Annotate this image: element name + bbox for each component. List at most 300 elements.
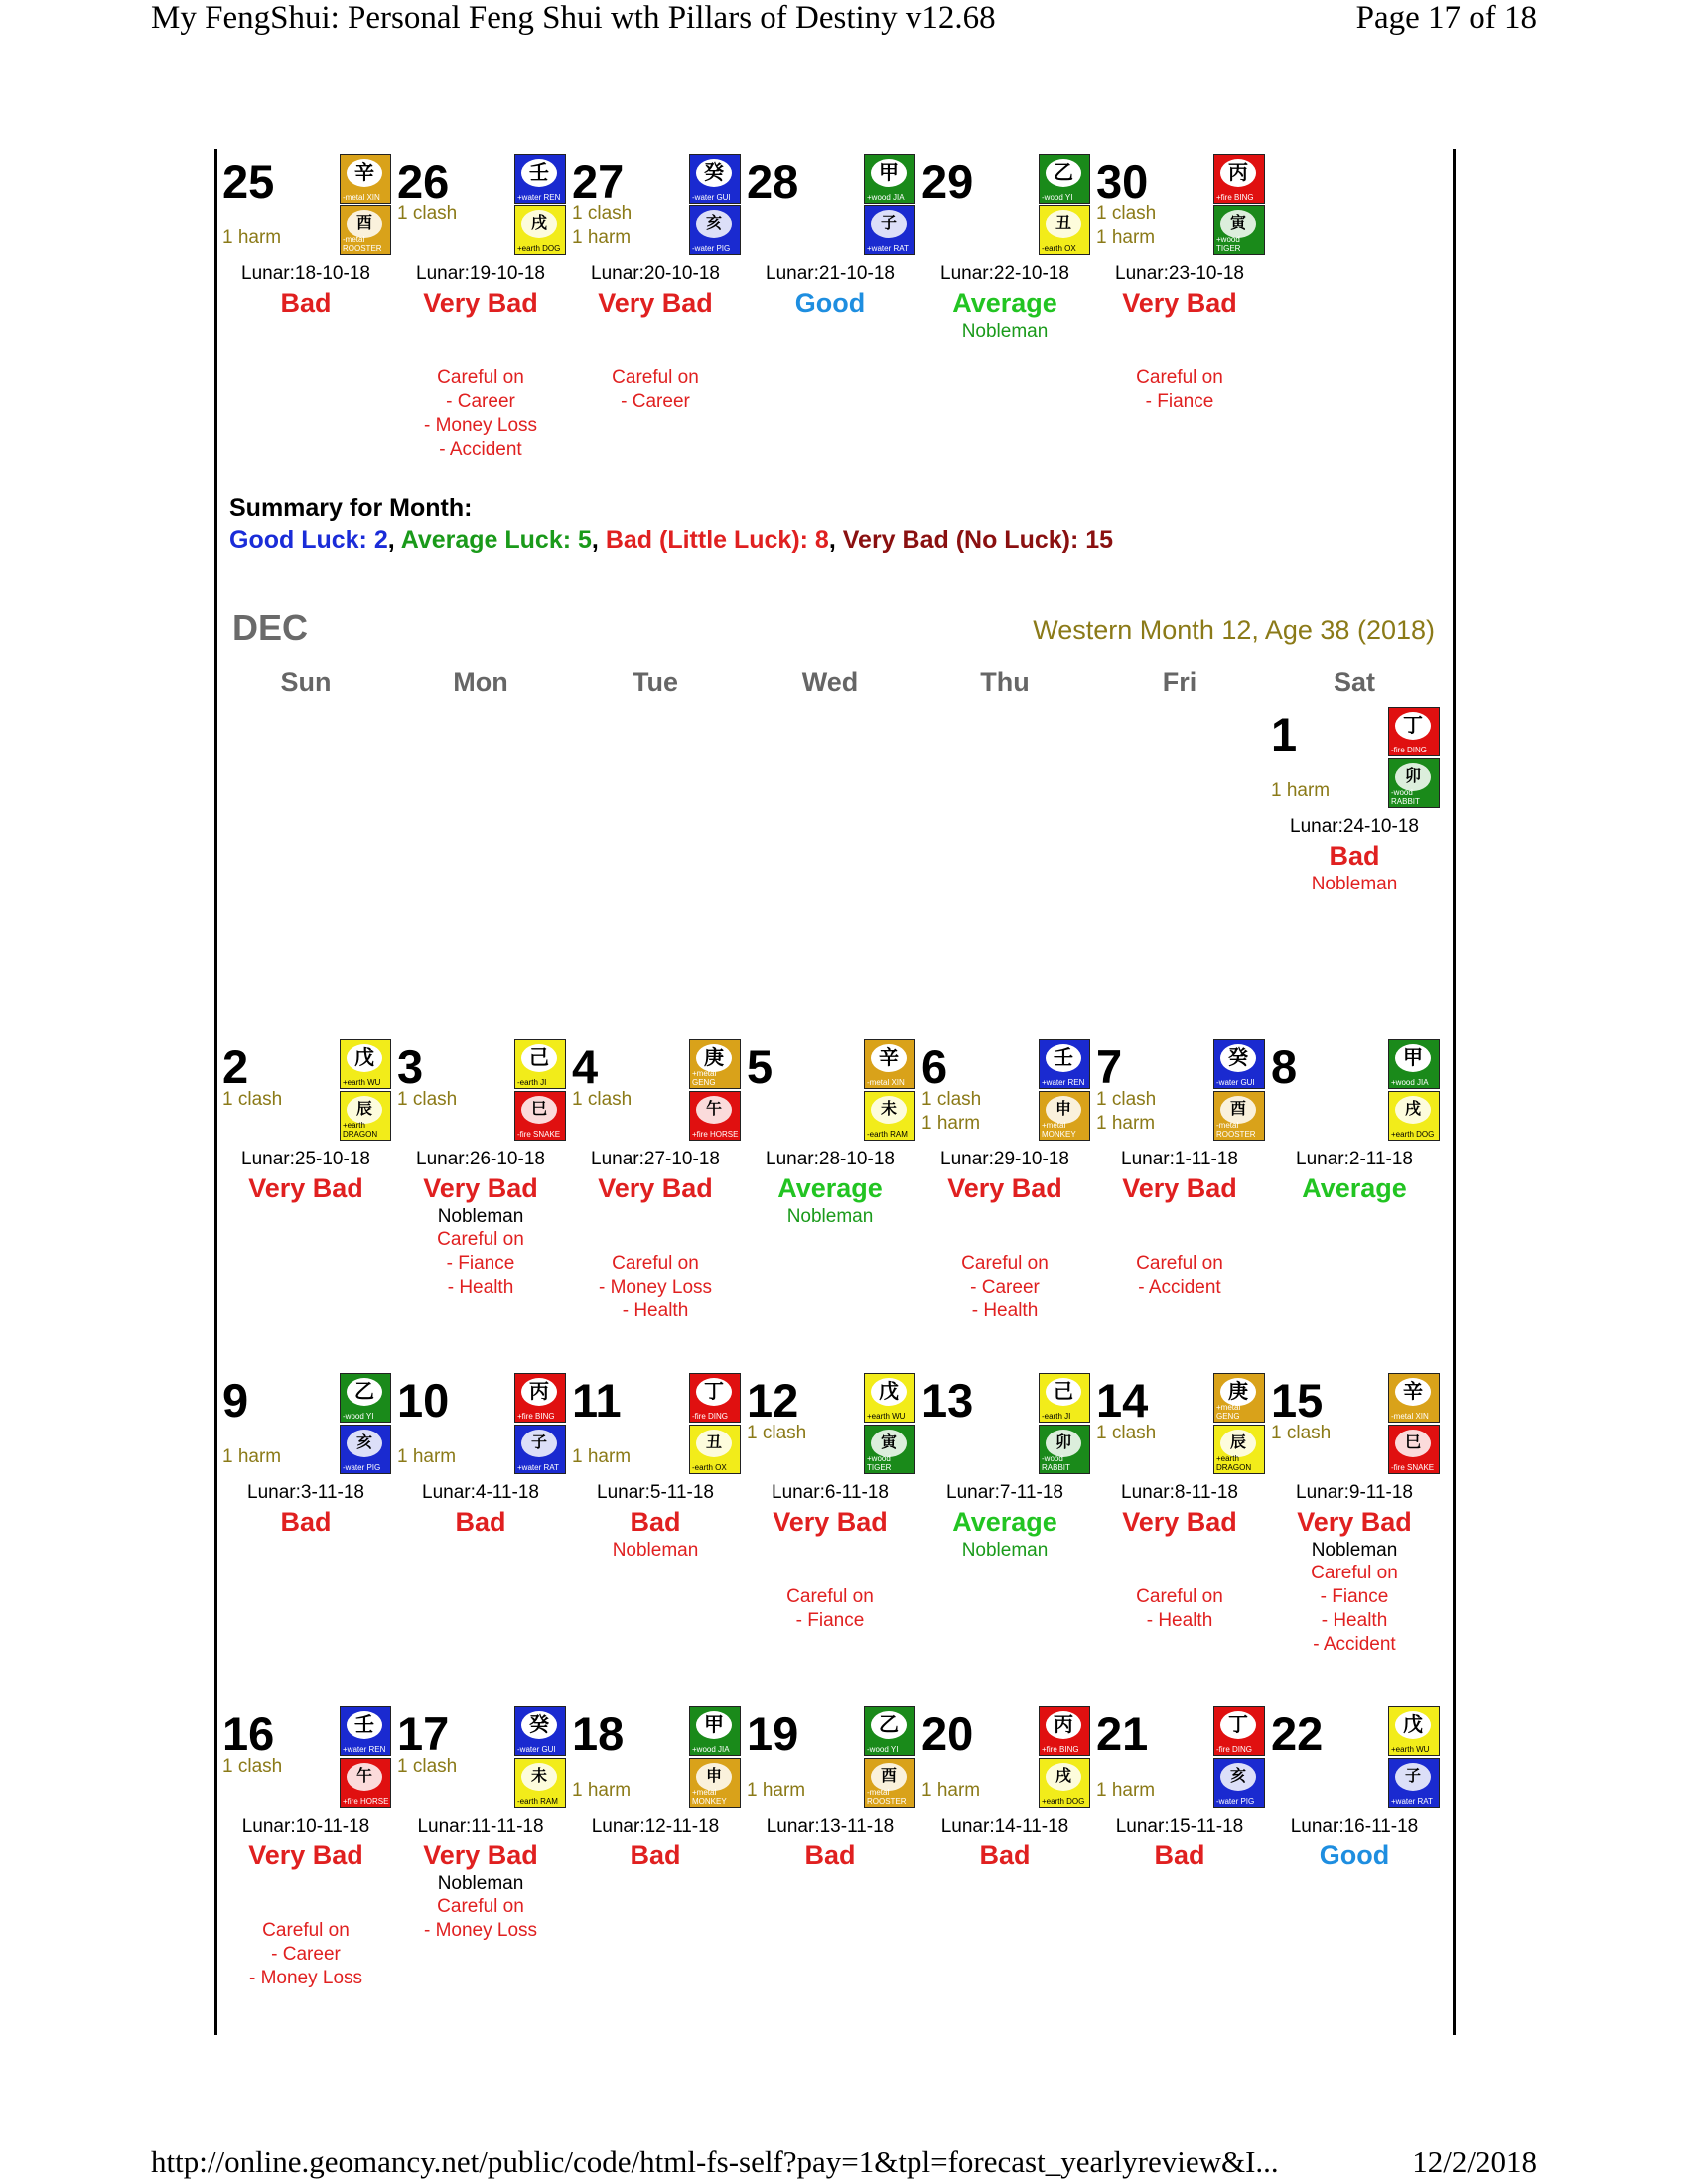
- branch-label: +water RAT: [1391, 1797, 1433, 1806]
- heavenly-stem-icon: [340, 1039, 391, 1089]
- annotation-harm: 1 harm: [1271, 780, 1331, 801]
- stem-label: +water REN: [517, 193, 561, 202]
- annotation-harm: 1 harm: [572, 1446, 632, 1467]
- day-cell-4: [568, 1039, 743, 1337]
- lunar-date: Lunar:3-11-18: [247, 1482, 364, 1503]
- branch-glyph: 寅: [1220, 210, 1256, 238]
- stem-label: -metal XIN: [343, 193, 380, 202]
- day-cell-3: [393, 1039, 568, 1337]
- heavenly-stem-icon: [1039, 1039, 1090, 1089]
- earthly-branch-icon: [514, 1425, 566, 1474]
- day-number: 5: [747, 1040, 774, 1093]
- stem-label: +earth WU: [867, 1412, 906, 1421]
- day-pillar-icon: [514, 1373, 566, 1476]
- day-number: 27: [572, 155, 625, 207]
- careful-note: - Money Loss: [598, 1277, 713, 1297]
- earthly-branch-icon: [864, 1425, 915, 1474]
- branch-glyph: 申: [1046, 1096, 1081, 1124]
- careful-note: Careful on: [262, 1920, 350, 1941]
- stem-glyph: 己: [521, 1044, 557, 1072]
- nobleman-note: Nobleman: [786, 1206, 874, 1227]
- nobleman-note: Nobleman: [437, 1206, 524, 1227]
- day-cell-5: [743, 1039, 917, 1337]
- earthly-branch-icon: [514, 1758, 566, 1808]
- day-number: 13: [921, 1374, 974, 1427]
- lunar-date: Lunar:29-10-18: [940, 1149, 1069, 1169]
- day-pillar-icon: [689, 1039, 741, 1143]
- day-number: 11: [572, 1374, 622, 1427]
- heavenly-stem-icon: [1388, 1706, 1440, 1756]
- lunar-date: Lunar:23-10-18: [1115, 263, 1244, 284]
- branch-label: +earth DRAGON: [1216, 1454, 1252, 1472]
- day-number: 4: [572, 1040, 599, 1093]
- careful-note: - Health: [622, 1300, 689, 1321]
- nobleman-note: Nobleman: [612, 1540, 699, 1561]
- day-pillar-icon: [689, 154, 741, 257]
- careful-note: Careful on: [1311, 1563, 1398, 1583]
- stem-label: +water REN: [343, 1745, 386, 1754]
- stem-label: -metal XIN: [867, 1078, 905, 1087]
- stem-label: +fire BING: [1216, 193, 1254, 202]
- careful-note: - Accident: [1138, 1277, 1221, 1297]
- day-pillar-icon: [864, 1706, 915, 1810]
- earthly-branch-icon: [1388, 1425, 1440, 1474]
- day-cell-6: [917, 1039, 1092, 1337]
- day-cell-29: [917, 154, 1092, 452]
- lunar-date: Lunar:14-11-18: [940, 1816, 1069, 1837]
- branch-glyph: 寅: [871, 1430, 907, 1457]
- day-rating: Good: [794, 288, 866, 318]
- careful-note: Careful on: [612, 1253, 699, 1274]
- day-rating: Bad: [280, 288, 332, 318]
- branch-glyph: 亥: [696, 210, 732, 238]
- stem-glyph: 乙: [347, 1378, 382, 1406]
- day-rating: Very Bad: [598, 288, 713, 318]
- day-pillar-icon: [1213, 1706, 1265, 1810]
- annotation-harm: 1 harm: [921, 1780, 981, 1801]
- very-bad-luck-count: Very Bad (No Luck): 15: [842, 526, 1114, 554]
- day-pillar-icon: [340, 1039, 391, 1143]
- day-cell-7: [1092, 1039, 1267, 1337]
- separator: ,: [387, 526, 401, 554]
- day-number: 29: [921, 155, 974, 207]
- stem-glyph: 甲: [871, 159, 907, 187]
- day-pillar-icon: [340, 154, 391, 257]
- branch-label: -metal ROOSTER: [343, 235, 382, 253]
- bad-luck-count: Bad (Little Luck): 8: [605, 526, 829, 554]
- source-url[interactable]: http://online.geomancy.net/public/code/html-fs-self?pay=1&tpl=forecast_yearlyreview&I...: [151, 2144, 1279, 2179]
- careful-note: Careful on: [1136, 1586, 1223, 1607]
- stem-glyph: 辛: [347, 159, 382, 187]
- careful-note: - Fiance: [446, 1253, 515, 1274]
- day-number: 19: [747, 1707, 799, 1760]
- heavenly-stem-icon: [689, 1039, 741, 1089]
- lunar-date: Lunar:7-11-18: [946, 1482, 1063, 1503]
- careful-note: - Career: [970, 1277, 1040, 1297]
- branch-glyph: 戌: [1046, 1763, 1081, 1791]
- stem-glyph: 丙: [521, 1378, 557, 1406]
- day-number: 26: [397, 155, 450, 207]
- careful-note: - Accident: [439, 439, 522, 460]
- branch-glyph: 戌: [1395, 1096, 1431, 1124]
- day-rating: Very Bad: [423, 1173, 538, 1203]
- stem-glyph: 壬: [347, 1711, 382, 1739]
- earthly-branch-icon: [340, 205, 391, 255]
- day-rating: Very Bad: [1297, 1507, 1412, 1537]
- lunar-date: Lunar:15-11-18: [1115, 1816, 1244, 1837]
- day-cell-21: [1092, 1706, 1267, 2004]
- day-rating: Bad: [455, 1507, 506, 1537]
- annotation-harm: 1 harm: [1096, 227, 1156, 248]
- lunar-date: Lunar:28-10-18: [766, 1149, 895, 1169]
- day-cell-12: [743, 1373, 917, 1671]
- stem-glyph: 庚: [696, 1044, 732, 1072]
- heavenly-stem-icon: [864, 1039, 915, 1089]
- day-number: 17: [397, 1707, 450, 1760]
- annotation-clash: 1 clash: [397, 204, 458, 224]
- branch-glyph: 子: [521, 1430, 557, 1457]
- nobleman-note: Nobleman: [1311, 874, 1398, 894]
- lunar-date: Lunar:4-11-18: [422, 1482, 539, 1503]
- heavenly-stem-icon: [1388, 1039, 1440, 1089]
- stem-glyph: 戊: [1395, 1711, 1431, 1739]
- day-rating: Good: [1319, 1841, 1390, 1870]
- earthly-branch-icon: [689, 1091, 741, 1141]
- heavenly-stem-icon: [1213, 1706, 1265, 1756]
- heavenly-stem-icon: [340, 154, 391, 204]
- branch-glyph: 戌: [521, 210, 557, 238]
- day-number: 18: [572, 1707, 625, 1760]
- day-cell-27: [568, 154, 743, 452]
- careful-note: - Health: [1146, 1610, 1213, 1631]
- day-number: 6: [921, 1040, 948, 1093]
- annotation-clash: 1 clash: [921, 1089, 982, 1110]
- heavenly-stem-icon: [514, 1039, 566, 1089]
- branch-label: -earth OX: [1042, 244, 1076, 253]
- stem-glyph: 丁: [1395, 712, 1431, 740]
- day-pillar-icon: [514, 1706, 566, 1810]
- day-cell-22: [1267, 1706, 1442, 2004]
- day-number: 2: [222, 1040, 249, 1093]
- day-pillar-icon: [340, 1706, 391, 1810]
- annotation-harm: 1 harm: [1096, 1780, 1156, 1801]
- day-pillar-icon: [1213, 1373, 1265, 1476]
- day-rating: Very Bad: [248, 1173, 363, 1203]
- stem-label: -fire DING: [692, 1412, 728, 1421]
- day-rating: Very Bad: [1122, 288, 1237, 318]
- lunar-date: Lunar:11-11-18: [417, 1816, 544, 1837]
- stem-glyph: 己: [1046, 1378, 1081, 1406]
- branch-label: -fire SNAKE: [1391, 1463, 1435, 1472]
- earthly-branch-icon: [864, 1091, 915, 1141]
- heavenly-stem-icon: [1039, 1706, 1090, 1756]
- day-rating: Very Bad: [1122, 1507, 1237, 1537]
- earthly-branch-icon: [514, 1091, 566, 1141]
- heavenly-stem-icon: [864, 154, 915, 204]
- branch-label: -metal ROOSTER: [867, 1788, 907, 1806]
- branch-label: +wood TIGER: [867, 1454, 892, 1472]
- lunar-date: Lunar:25-10-18: [241, 1149, 370, 1169]
- earthly-branch-icon: [1388, 758, 1440, 808]
- nobleman-note: Nobleman: [961, 321, 1049, 341]
- lunar-date: Lunar:13-11-18: [766, 1816, 895, 1837]
- branch-glyph: 午: [696, 1096, 732, 1124]
- stem-label: +wood JIA: [1391, 1078, 1429, 1087]
- day-cell-19: [743, 1706, 917, 2004]
- branch-glyph: 辰: [1220, 1430, 1256, 1457]
- branch-glyph: 巳: [521, 1096, 557, 1124]
- day-rating: Average: [777, 1173, 883, 1203]
- stem-glyph: 丙: [1220, 159, 1256, 187]
- day-pillar-icon: [864, 1373, 915, 1476]
- stem-glyph: 癸: [696, 159, 732, 187]
- day-cell-10: [393, 1373, 568, 1671]
- day-rating: Very Bad: [947, 1173, 1062, 1203]
- branch-glyph: 卯: [1395, 763, 1431, 791]
- day-cell-14: [1092, 1373, 1267, 1671]
- stem-label: -wood YI: [343, 1412, 374, 1421]
- careful-note: Careful on: [612, 367, 699, 388]
- branch-label: -water PIG: [692, 244, 731, 253]
- day-pillar-icon: [340, 1373, 391, 1476]
- stem-label: -water GUI: [692, 193, 731, 202]
- day-cell-15: [1267, 1373, 1442, 1671]
- day-cell-20: [917, 1706, 1092, 2004]
- day-rating: Bad: [630, 1841, 681, 1870]
- careful-note: Careful on: [1136, 367, 1223, 388]
- stem-label: -fire DING: [1391, 746, 1427, 754]
- lunar-date: Lunar:10-11-18: [241, 1816, 370, 1837]
- branch-glyph: 未: [871, 1096, 907, 1124]
- earthly-branch-icon: [689, 1425, 741, 1474]
- separator: ,: [828, 526, 843, 554]
- branch-glyph: 卯: [1046, 1430, 1081, 1457]
- stem-label: -metal XIN: [1391, 1412, 1429, 1421]
- earthly-branch-icon: [514, 205, 566, 255]
- branch-label: +earth DOG: [1391, 1130, 1435, 1139]
- weekday-mon: Mon: [453, 667, 508, 697]
- branch-label: +earth DOG: [517, 244, 561, 253]
- print-date: 12/2/2018: [1412, 2144, 1537, 2179]
- branch-glyph: 辰: [347, 1096, 382, 1124]
- day-cell-17: [393, 1706, 568, 2004]
- stem-label: +metal GENG: [692, 1069, 717, 1087]
- day-number: 12: [747, 1374, 799, 1427]
- nobleman-note: Nobleman: [437, 1873, 524, 1894]
- stem-glyph: 甲: [1395, 1044, 1431, 1072]
- branch-label: -earth RAM: [867, 1130, 908, 1139]
- stem-glyph: 癸: [1220, 1044, 1256, 1072]
- day-cell-1: [1267, 707, 1442, 1005]
- annotation-clash: 1 clash: [1096, 204, 1157, 224]
- stem-glyph: 癸: [521, 1711, 557, 1739]
- weekday-fri: Fri: [1162, 667, 1197, 697]
- branch-label: -water PIG: [1216, 1797, 1255, 1806]
- day-pillar-icon: [1039, 154, 1090, 257]
- lunar-date: Lunar:19-10-18: [416, 263, 545, 284]
- heavenly-stem-icon: [689, 1706, 741, 1756]
- day-number: 28: [747, 155, 799, 207]
- careful-note: - Career: [271, 1944, 341, 1965]
- stem-glyph: 辛: [1395, 1378, 1431, 1406]
- summary-title: Summary for Month:: [229, 494, 473, 522]
- lunar-date: Lunar:2-11-18: [1296, 1149, 1413, 1169]
- stem-label: +earth WU: [343, 1078, 381, 1087]
- branch-label: +water RAT: [867, 244, 909, 253]
- month-name: DEC: [232, 608, 309, 648]
- branch-label: +metal MONKEY: [692, 1788, 727, 1806]
- stem-glyph: 戊: [871, 1378, 907, 1406]
- careful-note: - Fiance: [795, 1610, 865, 1631]
- branch-label: +metal MONKEY: [1042, 1121, 1076, 1139]
- annotation-clash: 1 clash: [222, 1756, 283, 1777]
- lunar-date: Lunar:22-10-18: [940, 263, 1069, 284]
- branch-glyph: 子: [1395, 1763, 1431, 1791]
- heavenly-stem-icon: [340, 1373, 391, 1423]
- day-number: 10: [397, 1374, 450, 1427]
- branch-glyph: 酉: [1220, 1096, 1256, 1124]
- annotation-harm: 1 harm: [747, 1780, 806, 1801]
- branch-glyph: 未: [521, 1763, 557, 1791]
- branch-glyph: 亥: [1220, 1763, 1256, 1791]
- lunar-date: Lunar:1-11-18: [1121, 1149, 1238, 1169]
- day-pillar-icon: [1039, 1373, 1090, 1476]
- annotation-clash: 1 clash: [1096, 1089, 1157, 1110]
- stem-label: +wood JIA: [867, 193, 905, 202]
- day-pillar-icon: [1039, 1039, 1090, 1143]
- day-cell-16: [218, 1706, 393, 2004]
- careful-note: - Money Loss: [423, 415, 538, 436]
- annotation-clash: 1 clash: [397, 1089, 458, 1110]
- annotation-harm: 1 harm: [572, 227, 632, 248]
- day-number: 3: [397, 1040, 424, 1093]
- average-luck-count: Average Luck: 5: [400, 526, 592, 554]
- stem-label: +earth WU: [1391, 1745, 1430, 1754]
- branch-label: -earth OX: [692, 1463, 727, 1472]
- stem-label: -wood YI: [1042, 193, 1073, 202]
- stem-glyph: 甲: [696, 1711, 732, 1739]
- stem-label: +metal GENG: [1216, 1403, 1241, 1421]
- day-pillar-icon: [689, 1373, 741, 1476]
- day-pillar-icon: [689, 1706, 741, 1810]
- stem-glyph: 丁: [696, 1378, 732, 1406]
- earthly-branch-icon: [1039, 205, 1090, 255]
- day-cell-28: [743, 154, 917, 452]
- day-number: 14: [1096, 1374, 1149, 1427]
- careful-note: - Health: [971, 1300, 1039, 1321]
- stem-glyph: 乙: [871, 1711, 907, 1739]
- lunar-date: Lunar:12-11-18: [591, 1816, 720, 1837]
- earthly-branch-icon: [1213, 1758, 1265, 1808]
- day-cell-8: [1267, 1039, 1442, 1337]
- annotation-harm: 1 harm: [222, 1446, 282, 1467]
- stem-glyph: 丁: [1220, 1711, 1256, 1739]
- stem-label: +water REN: [1042, 1078, 1085, 1087]
- earthly-branch-icon: [1213, 1091, 1265, 1141]
- day-cell-9: [218, 1373, 393, 1671]
- branch-label: +wood TIGER: [1216, 235, 1241, 253]
- branch-glyph: 申: [696, 1763, 732, 1791]
- day-pillar-icon: [1213, 1039, 1265, 1143]
- earthly-branch-icon: [1213, 1425, 1265, 1474]
- branch-glyph: 丑: [1046, 210, 1081, 238]
- day-rating: Bad: [630, 1507, 681, 1537]
- day-rating: Bad: [1154, 1841, 1205, 1870]
- day-pillar-icon: [864, 154, 915, 257]
- stem-label: -water GUI: [1216, 1078, 1255, 1087]
- branch-label: -wood RABBIT: [1042, 1454, 1070, 1472]
- lunar-date: Lunar:24-10-18: [1290, 816, 1419, 837]
- weekday-sat: Sat: [1333, 667, 1376, 697]
- heavenly-stem-icon: [1039, 1373, 1090, 1423]
- careful-note: Careful on: [961, 1253, 1049, 1274]
- stem-glyph: 乙: [1046, 159, 1081, 187]
- lunar-date: Lunar:27-10-18: [591, 1149, 720, 1169]
- branch-glyph: 午: [347, 1763, 382, 1791]
- earthly-branch-icon: [340, 1091, 391, 1141]
- earthly-branch-icon: [689, 1758, 741, 1808]
- day-number: 1: [1271, 708, 1298, 760]
- day-rating: Average: [952, 288, 1057, 318]
- annotation-harm: 1 harm: [222, 227, 282, 248]
- branch-label: -fire SNAKE: [517, 1130, 561, 1139]
- annotation-clash: 1 clash: [1271, 1423, 1332, 1443]
- document-title: My FengShui: Personal Feng Shui wth Pillars of Destiny v12.68: [151, 0, 996, 36]
- careful-note: - Money Loss: [248, 1968, 363, 1988]
- day-pillar-icon: [1039, 1706, 1090, 1810]
- annotation-clash: 1 clash: [572, 1089, 633, 1110]
- weekday-sun: Sun: [280, 667, 332, 697]
- day-pillar-icon: [514, 154, 566, 257]
- weekday-wed: Wed: [801, 667, 859, 697]
- earthly-branch-icon: [689, 205, 741, 255]
- stem-glyph: 辛: [871, 1044, 907, 1072]
- annotation-clash: 1 clash: [572, 204, 633, 224]
- heavenly-stem-icon: [1213, 1039, 1265, 1089]
- earthly-branch-icon: [1388, 1091, 1440, 1141]
- day-pillar-icon: [1388, 707, 1440, 810]
- careful-note: - Career: [621, 391, 690, 412]
- day-rating: Very Bad: [773, 1507, 888, 1537]
- day-number: 8: [1271, 1040, 1298, 1093]
- day-number: 30: [1096, 155, 1149, 207]
- day-rating: Bad: [1329, 841, 1380, 871]
- day-pillar-icon: [514, 1039, 566, 1143]
- day-number: 21: [1096, 1707, 1149, 1760]
- heavenly-stem-icon: [1039, 154, 1090, 204]
- stem-glyph: 丙: [1046, 1711, 1081, 1739]
- day-cell-2: [218, 1039, 393, 1337]
- earthly-branch-icon: [864, 1758, 915, 1808]
- careful-note: - Health: [447, 1277, 514, 1297]
- careful-note: - Accident: [1313, 1634, 1396, 1655]
- day-number: 22: [1271, 1707, 1324, 1760]
- day-pillar-icon: [1388, 1706, 1440, 1810]
- branch-glyph: 亥: [347, 1430, 382, 1457]
- heavenly-stem-icon: [514, 154, 566, 204]
- heavenly-stem-icon: [864, 1373, 915, 1423]
- stem-glyph: 戊: [347, 1044, 382, 1072]
- day-number: 15: [1271, 1374, 1324, 1427]
- careful-note: Careful on: [437, 1229, 524, 1250]
- nobleman-note: Nobleman: [1311, 1540, 1398, 1561]
- earthly-branch-icon: [864, 205, 915, 255]
- heavenly-stem-icon: [514, 1373, 566, 1423]
- stem-label: +fire BING: [1042, 1745, 1079, 1754]
- day-number: 16: [222, 1707, 275, 1760]
- stem-label: -fire DING: [1216, 1745, 1252, 1754]
- nobleman-note: Nobleman: [961, 1540, 1049, 1561]
